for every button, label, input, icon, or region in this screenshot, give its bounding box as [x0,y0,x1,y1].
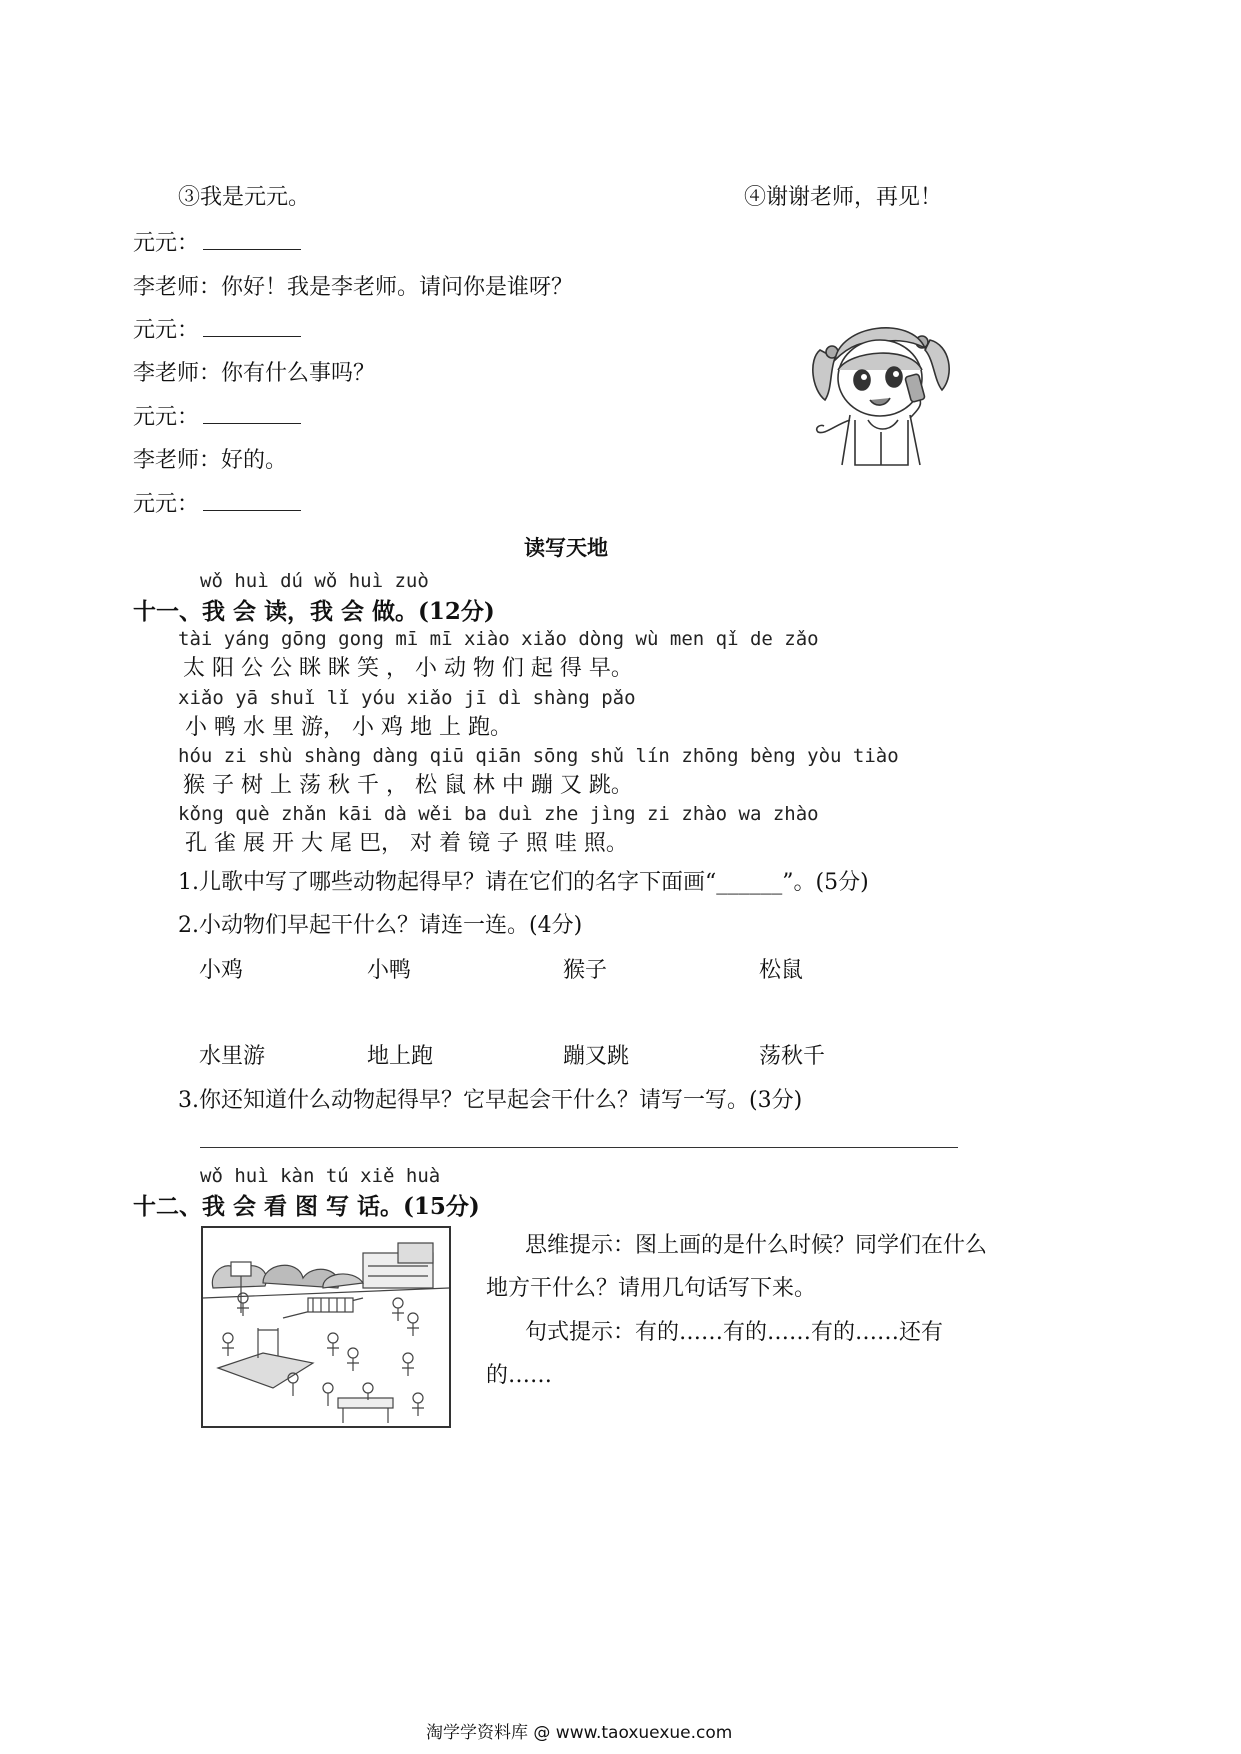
poem-pinyin-4: kǒng què zhǎn kāi dà wěi ba duì zhe jìng zi zhào wa zhào [178,803,819,825]
q12-pinyin: wǒ huì kàn tú xiě huà [200,1165,441,1187]
action-run[interactable]: 地上跑 [367,1044,434,1069]
playground-scene [203,1228,449,1426]
footer-watermark: 淘学学资料库 @ www.taoxuexue.com [426,1723,733,1743]
hint-thinking-line-1: 思维提示：图上画的是什么时候？同学们在什么 [525,1233,988,1258]
answer-blank[interactable] [203,492,301,511]
q11-question-1: 1.儿歌中写了哪些动物起得早？请在它们的名字下面画“______”。(5分) [178,870,869,895]
section-title: 读写天地 [524,536,608,560]
animal-duck[interactable]: 小鸭 [367,958,412,983]
q11-question-2: 2.小动物们早起干什么？请连一连。(4分) [178,913,583,938]
speaker: 元元： [133,231,200,256]
speaker: 元元： [133,318,200,343]
dialogue-text: 你有什么事吗？ [221,361,376,386]
poem-pinyin-1: tài yáng gōng gong mī mī xiào xiǎo dòng wù men qǐ de zǎo [178,628,819,650]
dialogue-line-1 [133,226,301,257]
hint-sentence-line-2: 的…… [486,1363,553,1388]
poem-pinyin-2: xiǎo yā shuǐ lǐ yóu xiǎo jī dì shàng pǎo [178,687,636,709]
option-3: ③我是元元。 [178,185,311,210]
speaker: 李老师： [133,361,222,386]
poem-line-1: 太 阳 公 公 眯 眯 笑 ， 小 动 物 们 起 得 早。 [183,656,633,681]
poem-pinyin-3: hóu zi shù shàng dàng qiū qiān sōng shǔ lín zhōng bèng yòu tiào [178,745,899,767]
speaker: 元元： [133,492,200,517]
dialogue-line-4 [133,356,375,387]
hint-sentence-line-1: 句式提示：有的……有的……有的……还有 [525,1320,944,1345]
dialogue-line-6 [133,443,287,474]
animal-monkey[interactable]: 猴子 [563,958,608,983]
playground-picture [201,1226,451,1428]
answer-blank[interactable] [203,318,301,337]
q11-question-3: 3.你还知道什么动物起得早？它早起会干什么？请写一写。(3分) [178,1088,803,1113]
answer-blank[interactable] [203,231,301,250]
dialogue-line-7 [133,487,301,518]
action-swim[interactable]: 水里游 [199,1044,266,1069]
poem-line-4: 孔 雀 展 开 大 尾 巴， 对 着 镜 子 照 哇 照。 [185,831,628,856]
poem-line-2: 小 鸭 水 里 游， 小 鸡 地 上 跑。 [185,715,512,740]
poem-line-3: 猴 子 树 上 荡 秋 千 ， 松 鼠 林 中 蹦 又 跳。 [183,773,633,798]
animal-chicken[interactable]: 小鸡 [199,958,244,983]
dialogue-line-2 [133,270,573,301]
dialogue-text: 好的。 [221,448,288,473]
answer-blank[interactable] [203,405,301,424]
option-4: ④谢谢老师，再见！ [744,185,943,210]
girl-on-phone-illustration [810,320,955,470]
dialogue-line-3 [133,313,301,344]
q12-title: 十二、我 会 看 图 写 话。(15分) [133,1193,480,1220]
q11-pinyin: wǒ huì dú wǒ huì zuò [200,570,429,592]
speaker: 李老师： [133,275,222,300]
animal-squirrel[interactable]: 松鼠 [759,958,804,983]
dialogue-text: 你好！我是李老师。请问你是谁呀？ [221,275,574,300]
q11-title: 十一、我 会 读，我 会 做。(12分) [133,598,495,625]
action-jump[interactable]: 蹦又跳 [563,1044,630,1069]
answer-line[interactable] [200,1147,958,1148]
speaker: 李老师： [133,448,222,473]
hint-thinking-line-2: 地方干什么？请用几句话写下来。 [486,1276,817,1301]
dialogue-line-5 [133,400,301,431]
action-swing[interactable]: 荡秋千 [759,1044,826,1069]
speaker: 元元： [133,405,200,430]
